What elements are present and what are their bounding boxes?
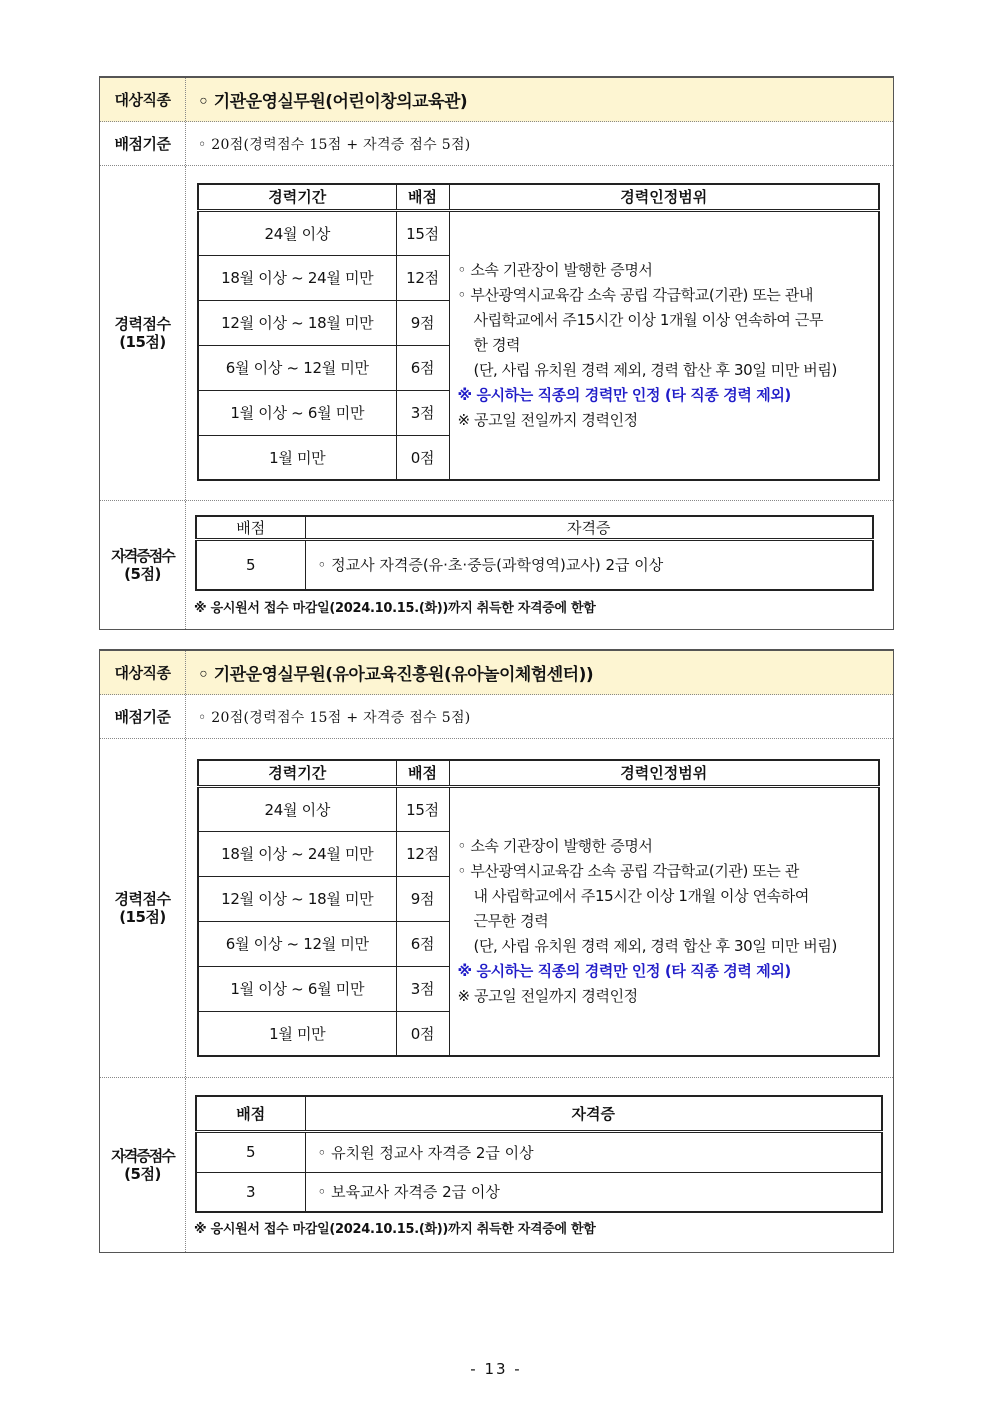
period-cell: 24월 이상	[198, 786, 396, 831]
range-line: ◦ 소속 기관장이 발행한 증명서	[457, 836, 653, 855]
experience-label: 경력점수	[114, 315, 171, 333]
score-cell: 0점	[396, 435, 449, 480]
experience-points: (15점)	[119, 908, 166, 926]
certificate-table	[195, 515, 874, 591]
range-line: 근무한 경력	[473, 911, 549, 930]
experience-label-cell	[100, 166, 186, 500]
table-row	[198, 210, 879, 255]
col-header-certificate: 자격증	[305, 516, 873, 540]
experience-row	[100, 166, 893, 501]
score-cell: 12점	[396, 255, 449, 300]
certificate-row	[100, 1078, 893, 1252]
col-header-score: 배점	[196, 516, 305, 540]
experience-table	[197, 183, 880, 481]
criteria-row	[100, 122, 893, 166]
col-header-period: 경력기간	[198, 760, 396, 786]
period-cell: 6월 이상 ~ 12월 미만	[198, 345, 396, 390]
score-cell: 15점	[396, 786, 449, 831]
cert-name-cell: ◦ 보육교사 자격증 2급 이상	[305, 1172, 882, 1212]
col-header-score: 배점	[196, 1096, 305, 1131]
range-line: ※ 공고일 전일까지 경력인정	[457, 986, 638, 1005]
cert-score-cell: 5	[196, 540, 305, 590]
certificate-points: (5점)	[124, 565, 161, 583]
col-header-score: 배점	[396, 760, 449, 786]
range-line: ※ 공고일 전일까지 경력인정	[457, 410, 638, 429]
cert-name-cell: ◦ 정교사 자격증(유·초·중등(과학영역)교사) 2급 이상	[305, 540, 873, 590]
range-line: (단, 사립 유치원 경력 제외, 경력 합산 후 30일 미만 버림)	[473, 360, 837, 379]
certificate-label-cell	[100, 1078, 186, 1252]
certificate-label-cell	[100, 501, 186, 629]
range-line: 한 경력	[473, 335, 521, 354]
scoring-section-1	[99, 76, 894, 630]
recognition-range-cell	[449, 786, 879, 1056]
score-cell: 15점	[396, 210, 449, 255]
target-row	[100, 651, 893, 695]
period-cell: 1월 미만	[198, 1011, 396, 1056]
range-line: ◦ 소속 기관장이 발행한 증명서	[457, 260, 653, 279]
experience-row	[100, 739, 893, 1078]
table-row	[196, 1131, 882, 1172]
period-cell: 1월 미만	[198, 435, 396, 480]
table-row	[196, 540, 873, 590]
experience-label-cell	[100, 739, 186, 1077]
col-header-range: 경력인정범위	[449, 760, 879, 786]
table-row	[198, 786, 879, 831]
target-row	[100, 78, 893, 122]
certificate-note: ※ 응시원서 접수 마감일(2024.10.15.(화))까지 취득한 자격증에 한함	[194, 601, 596, 616]
target-value: ◦ 기관운영실무원(유아교육진흥원(유아놀이체험센터))	[198, 665, 594, 685]
range-line-highlight: ※ 응시하는 직종의 경력만 인정 (타 직종 경력 제외)	[457, 385, 791, 404]
certificate-table	[195, 1095, 883, 1213]
cert-score-cell: 3	[196, 1172, 305, 1212]
criteria-value: ◦ 20점(경력점수 15점 + 자격증 점수 5점)	[198, 709, 471, 726]
period-cell: 12월 이상 ~ 18월 미만	[198, 876, 396, 921]
range-line: ◦ 부산광역시교육감 소속 공립 각급학교(기관) 또는 관내	[457, 285, 814, 304]
certificate-label: 자격증점수	[111, 1147, 174, 1165]
range-line-highlight: ※ 응시하는 직종의 경력만 인정 (타 직종 경력 제외)	[457, 961, 791, 980]
target-label: 대상직종	[100, 651, 186, 694]
experience-table	[197, 759, 880, 1057]
period-cell: 18월 이상 ~ 24월 미만	[198, 255, 396, 300]
cert-score-cell: 5	[196, 1131, 305, 1172]
recognition-range-cell	[449, 210, 879, 480]
target-label: 대상직종	[100, 78, 186, 121]
score-cell: 12점	[396, 831, 449, 876]
col-header-range: 경력인정범위	[449, 184, 879, 210]
period-cell: 1월 이상 ~ 6월 미만	[198, 390, 396, 435]
scoring-section-2	[99, 649, 894, 1253]
col-header-score: 배점	[396, 184, 449, 210]
score-cell: 6점	[396, 345, 449, 390]
period-cell: 24월 이상	[198, 210, 396, 255]
score-cell: 3점	[396, 966, 449, 1011]
col-header-period: 경력기간	[198, 184, 396, 210]
page-number: - 13 -	[470, 1360, 522, 1378]
range-line: (단, 사립 유치원 경력 제외, 경력 합산 후 30일 미만 버림)	[473, 936, 837, 955]
period-cell: 1월 이상 ~ 6월 미만	[198, 966, 396, 1011]
score-cell: 6점	[396, 921, 449, 966]
certificate-points: (5점)	[124, 1165, 161, 1183]
score-cell: 3점	[396, 390, 449, 435]
criteria-label: 배점기준	[100, 122, 186, 165]
experience-label: 경력점수	[114, 890, 171, 908]
criteria-label: 배점기준	[100, 695, 186, 738]
certificate-note: ※ 응시원서 접수 마감일(2024.10.15.(화))까지 취득한 자격증에 한함	[194, 1222, 596, 1237]
period-cell: 6월 이상 ~ 12월 미만	[198, 921, 396, 966]
score-cell: 9점	[396, 300, 449, 345]
period-cell: 12월 이상 ~ 18월 미만	[198, 300, 396, 345]
score-cell: 9점	[396, 876, 449, 921]
criteria-row	[100, 695, 893, 739]
criteria-value: ◦ 20점(경력점수 15점 + 자격증 점수 5점)	[198, 136, 471, 153]
cert-name-cell: ◦ 유치원 정교사 자격증 2급 이상	[305, 1131, 882, 1172]
range-line: ◦ 부산광역시교육감 소속 공립 각급학교(기관) 또는 관	[457, 861, 799, 880]
certificate-row	[100, 501, 893, 629]
experience-points: (15점)	[119, 333, 166, 351]
col-header-certificate: 자격증	[305, 1096, 882, 1131]
certificate-label: 자격증점수	[111, 547, 174, 565]
range-line: 내 사립학교에서 주15시간 이상 1개월 이상 연속하여	[473, 886, 809, 905]
period-cell: 18월 이상 ~ 24월 미만	[198, 831, 396, 876]
table-row	[196, 1172, 882, 1212]
score-cell: 0점	[396, 1011, 449, 1056]
target-value: ◦ 기관운영실무원(어린이창의교육관)	[198, 92, 468, 112]
range-line: 사립학교에서 주15시간 이상 1개월 이상 연속하여 근무	[473, 310, 824, 329]
